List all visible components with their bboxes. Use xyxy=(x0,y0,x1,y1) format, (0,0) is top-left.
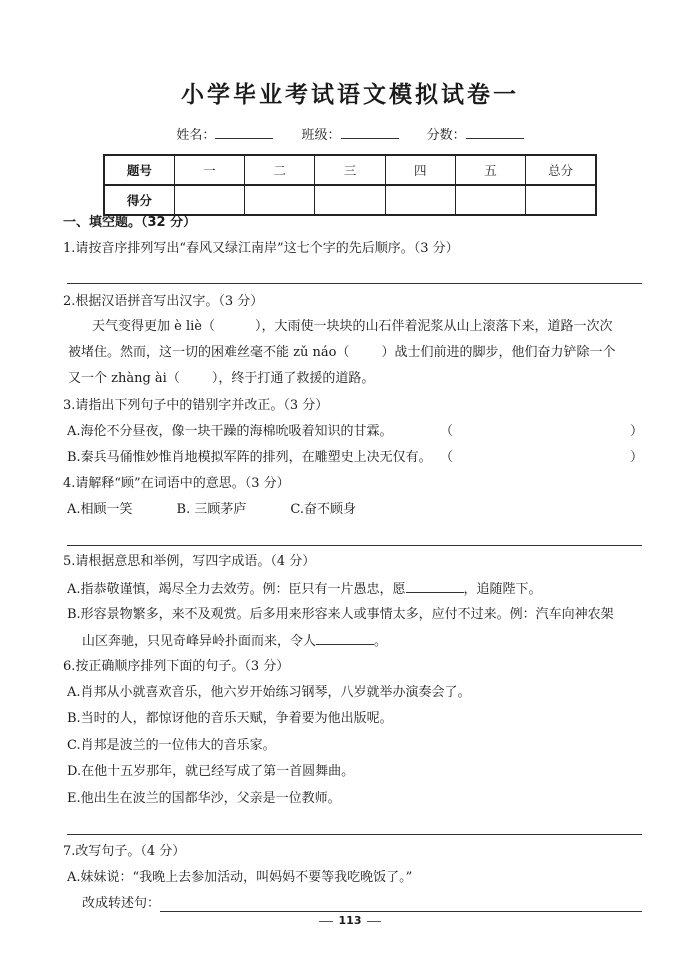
exam-title: 小学毕业考试语文模拟试卷一 xyxy=(181,82,519,108)
score-header-cell: 四 xyxy=(385,155,455,185)
score-field[interactable]: 分数： xyxy=(427,128,524,143)
answer-line-q4[interactable] xyxy=(67,545,642,546)
q3-option-a: A.海伦不分昼夜，像一块干躁的海棉吮吸着知识的甘霖。 xyxy=(67,424,393,439)
question-2: 2.根据汉语拼音写出汉字。（3 分） xyxy=(63,294,264,309)
answer-line-q1[interactable] xyxy=(67,283,642,284)
q5-option-b-line-1: B.形容景物繁多，来不及观赏。后多用来形容来人或事情太多，应付不过来。例：汽车向神农架 xyxy=(67,607,614,622)
score-header-cell: 二 xyxy=(245,155,315,185)
name-field[interactable]: 姓名： xyxy=(176,128,273,143)
score-cell[interactable] xyxy=(315,185,385,215)
q2-passage-line-1: 天气变得更加 è liè（ ），大雨使一块块的山石伴着泥浆从山上滚落下来，道路一次次 xyxy=(92,319,613,334)
q4-option-b: B. 三顾茅庐 xyxy=(176,502,247,517)
q4-option-a: A.相顾一笑 xyxy=(67,502,133,517)
q6-sentence-d: D.在他十五岁那年，就已经写成了第一首圆舞曲。 xyxy=(67,764,355,779)
score-header-cell: 五 xyxy=(455,155,525,185)
question-6: 6.按正确顺序排列下面的句子。（3 分） xyxy=(63,659,290,674)
question-4: 4.请解释“顾”在词语中的意思。（3 分） xyxy=(63,476,290,491)
q7-convert-label: 改成转述句： xyxy=(82,896,161,911)
section-heading: 一、填空题。（32 分） xyxy=(63,215,197,230)
score-header-cell: 总分 xyxy=(526,155,596,185)
score-table-score-row xyxy=(104,185,596,215)
q2-passage-line-3: 又一个 zhàng ài（ ），终于打通了救援的道路。 xyxy=(68,371,375,386)
q5-blank-b[interactable] xyxy=(316,632,374,645)
score-header-cell: 一 xyxy=(174,155,244,185)
q4-options xyxy=(67,501,356,519)
q6-sentence-a: A.肖邦从小就喜欢音乐，他六岁开始练习钢琴，八岁就举办演奏会了。 xyxy=(67,685,471,700)
q5-option-b-line-2: 山区奔驰，只见奇峰异岭扑面而来，令人 。 xyxy=(82,634,388,649)
question-7: 7.改写句子。（4 分） xyxy=(63,844,186,859)
score-header-cell: 题号 xyxy=(104,155,174,185)
score-cell[interactable] xyxy=(174,185,244,215)
q6-sentence-b: B.当时的人，都惊讶他的音乐天赋，争着要为他出版呢。 xyxy=(67,711,393,726)
q3-answer-open-b[interactable]: （ xyxy=(440,450,454,465)
page-number: 113 xyxy=(338,914,362,927)
question-5: 5.请根据意思和举例，写四字成语。（4 分） xyxy=(63,554,316,569)
score-cell[interactable] xyxy=(526,185,596,215)
page-footer xyxy=(0,914,700,927)
question-1: 1.请按音序排列写出“春风又绿江南岸”这七个字的先后顺序。（3 分） xyxy=(63,241,459,256)
score-cell[interactable] xyxy=(245,185,315,215)
question-3: 3.请指出下列句子中的错别字并改正。（3 分） xyxy=(63,398,329,413)
q6-sentence-c: C.肖邦是波兰的一位伟大的音乐家。 xyxy=(67,738,276,753)
score-header-cell: 三 xyxy=(315,155,385,185)
q2-passage-line-2: 被堵住。然而，这一切的困难丝毫不能 zǔ náo（ ）战士们前进的脚步，他们奋力铲除一个 xyxy=(68,345,616,360)
class-field[interactable]: 班级： xyxy=(301,128,398,143)
q3-answer-close-a: ） xyxy=(629,424,643,439)
q7-option-a: A.妹妹说：“我晚上去参加活动，叫妈妈不要等我吃晚饭了。” xyxy=(67,870,413,885)
q5-option-a: A.指恭敬谨慎，竭尽全力去效劳。例：臣只有一片愚忠，愿 ，追随陛下。 xyxy=(67,582,542,597)
answer-line-q7[interactable] xyxy=(160,911,642,912)
q3-answer-open-a[interactable]: （ xyxy=(440,424,454,439)
q3-answer-close-b: ） xyxy=(629,450,643,465)
score-row-label: 得分 xyxy=(104,185,174,215)
score-cell[interactable] xyxy=(455,185,525,215)
score-table-header-row xyxy=(104,155,596,185)
student-info xyxy=(0,124,700,143)
q3-option-b: B.秦兵马俑惟妙惟肖地模拟军阵的排列，在雕塑史上决无仅有。 xyxy=(67,450,432,465)
q6-sentence-e: E.他出生在波兰的国都华沙，父亲是一位教师。 xyxy=(67,791,341,806)
score-cell[interactable] xyxy=(385,185,455,215)
q4-option-c: C.奋不顾身 xyxy=(290,502,356,517)
answer-line-q6[interactable] xyxy=(67,834,642,835)
score-table xyxy=(103,154,597,216)
q5-blank-a[interactable] xyxy=(406,580,464,593)
